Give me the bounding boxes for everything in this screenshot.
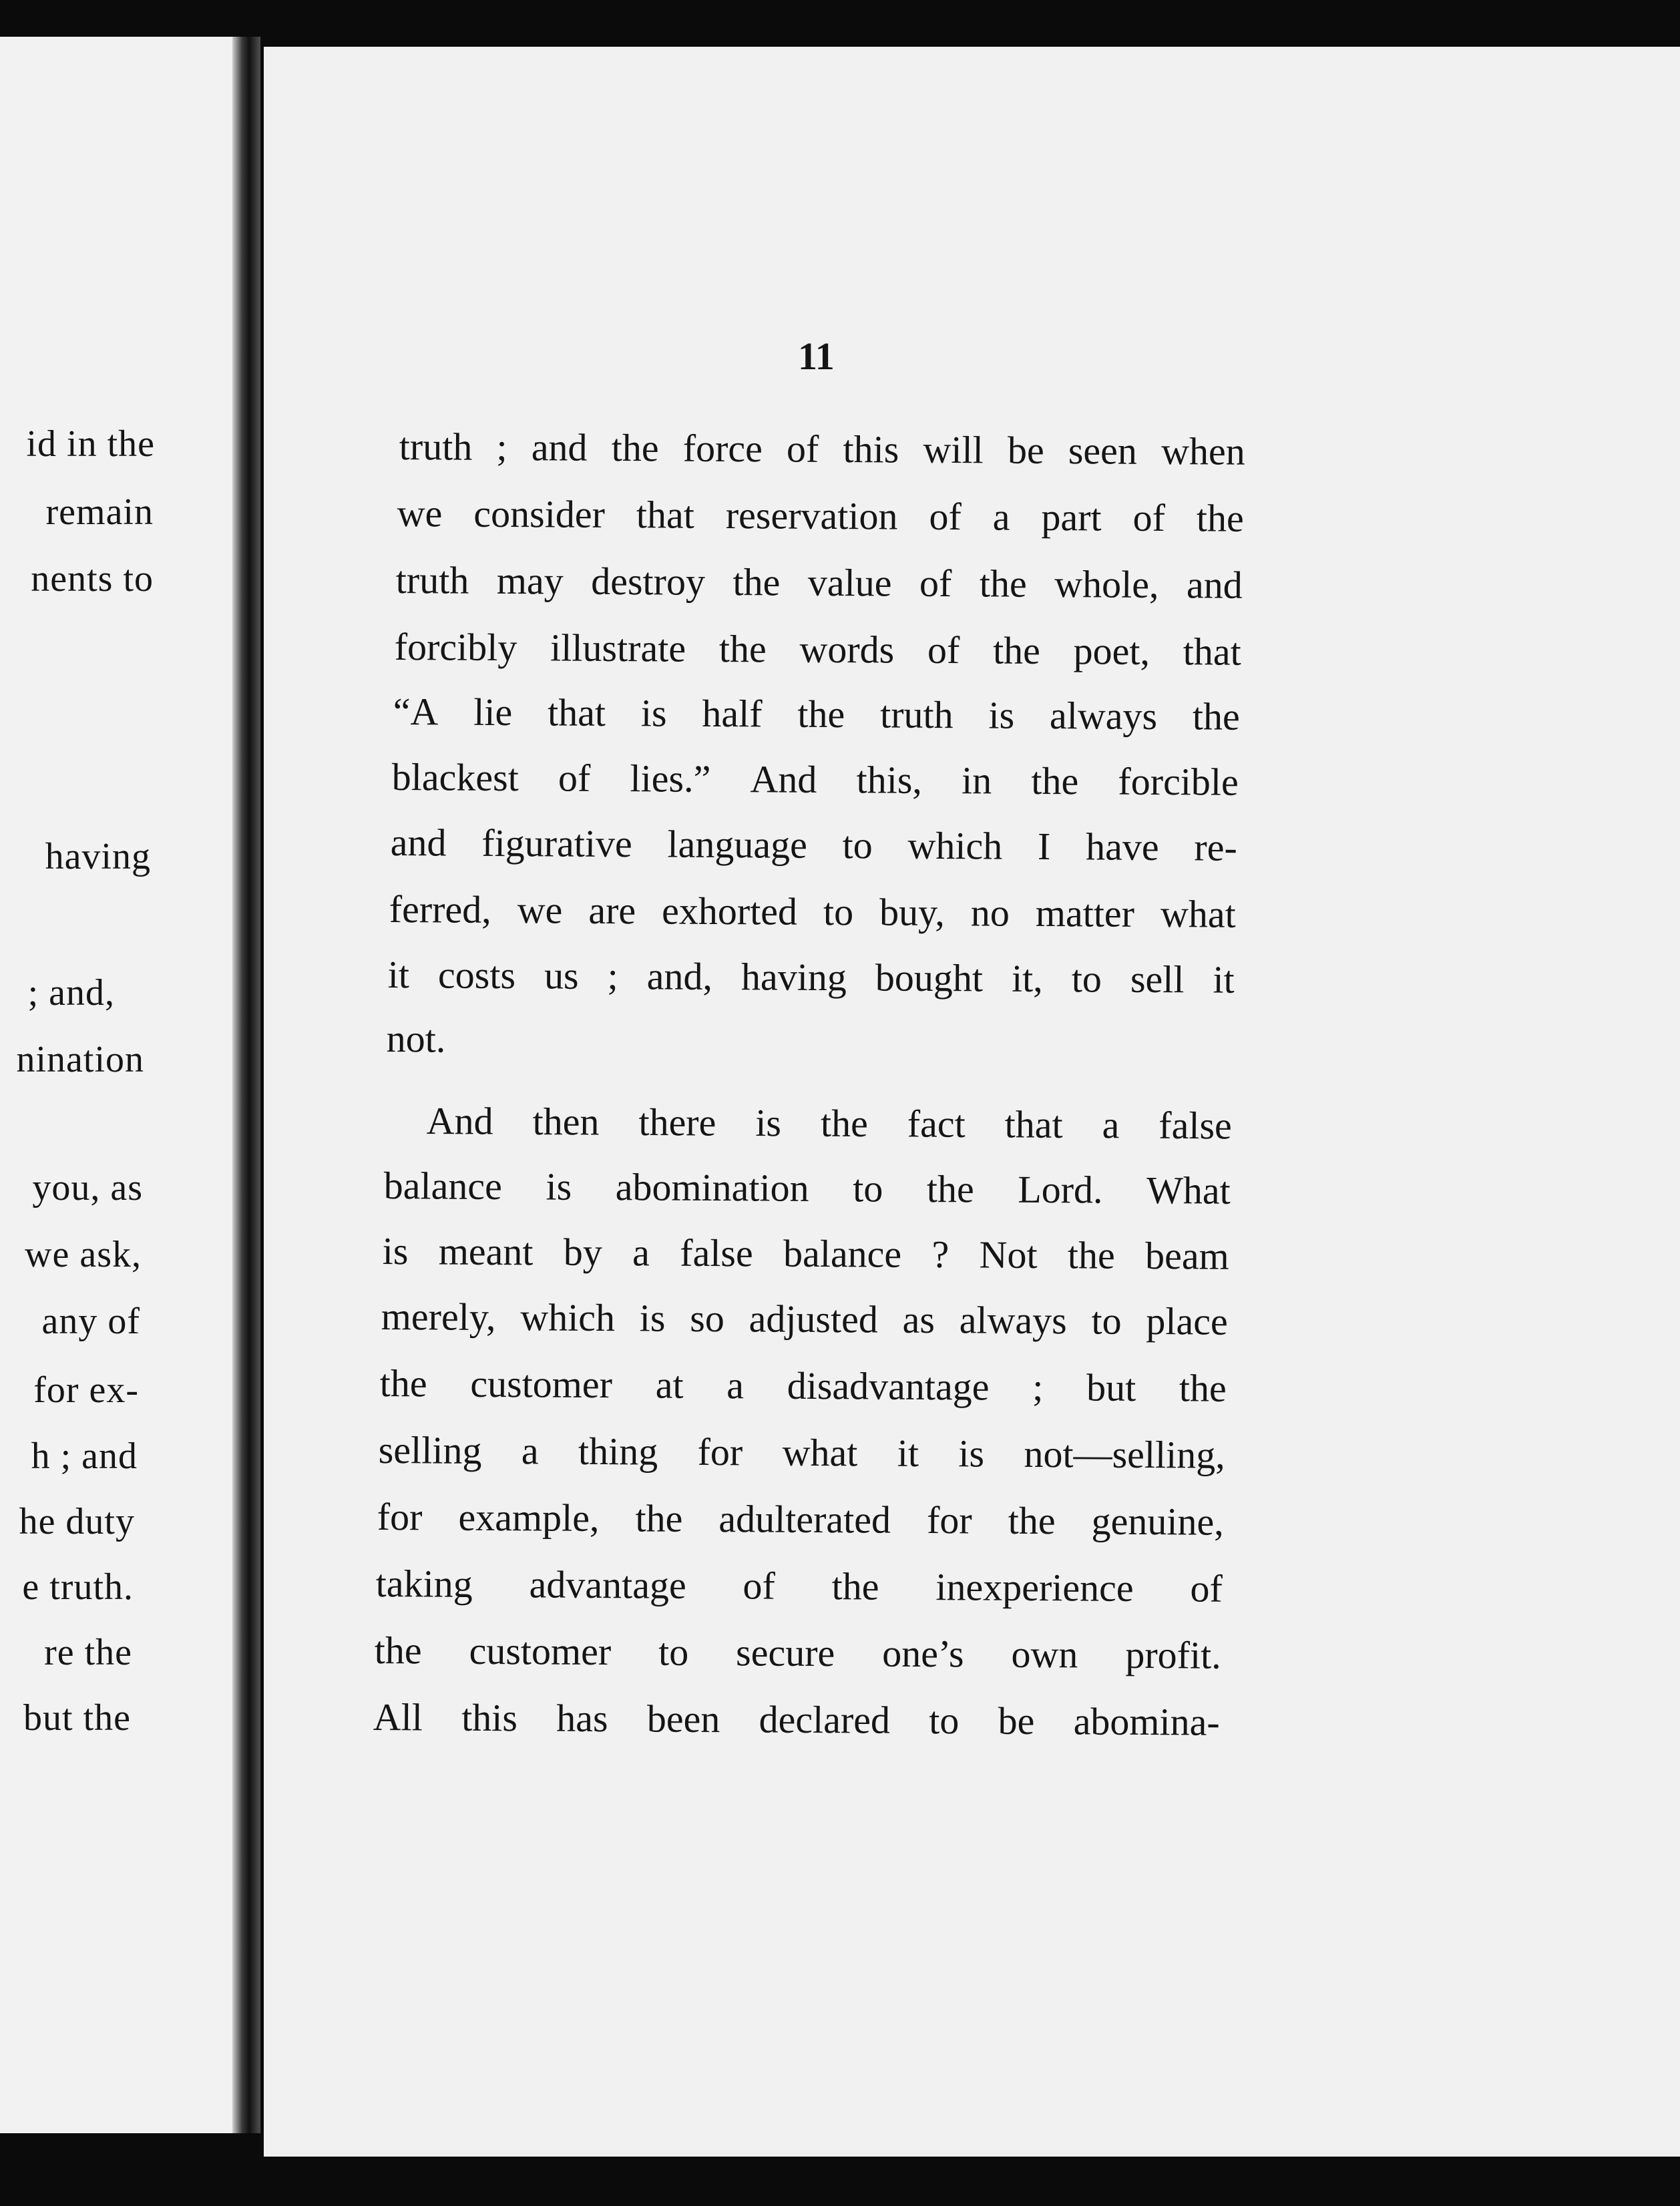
body-text-line: All this has been declared to be abomina- <box>373 1695 1220 1744</box>
body-text-line: And then there is the fact that a false <box>426 1099 1232 1148</box>
left-text-line: but the <box>23 1697 131 1739</box>
body-text-line: truth may destroy the value of the whole, and <box>395 558 1243 607</box>
body-text-line: balance is abomination to the Lord. What <box>383 1164 1231 1212</box>
body-text-line: for example, the adulterated for the genuine, <box>377 1495 1224 1544</box>
left-text-line: he duty <box>19 1501 135 1542</box>
left-text-line: id in the <box>26 423 155 465</box>
left-text-line: any of <box>41 1301 140 1342</box>
right-page <box>264 47 1680 2157</box>
left-text-line: we ask, <box>25 1234 142 1275</box>
left-text-line: you, as <box>32 1167 143 1208</box>
body-text-line: “A lie that is half the truth is always the <box>393 690 1240 738</box>
body-text-line: truth ; and the force of this will be seen when <box>399 425 1245 473</box>
left-text-line: re the <box>44 1632 132 1673</box>
body-text-line: not. <box>386 1017 446 1061</box>
page-number: 11 <box>798 335 835 378</box>
body-text-line: the customer at a disadvantage ; but the <box>379 1361 1227 1410</box>
left-text-line: remain <box>45 491 154 533</box>
page-gutter <box>232 37 260 2133</box>
left-text-line: for ex- <box>33 1369 139 1411</box>
body-text-line: the customer to secure one’s own profit. <box>374 1628 1221 1677</box>
body-text-line: it costs us ; and, having bought it, to sell it <box>387 953 1235 1002</box>
body-text-line: is meant by a false balance ? Not the beam <box>382 1229 1229 1278</box>
left-text-line: nination <box>16 1039 144 1080</box>
left-text-line: ; and, <box>27 972 115 1014</box>
left-text-line: having <box>45 836 151 877</box>
body-text-line: ferred, we are exhorted to buy, no matter what <box>389 887 1236 936</box>
body-text-line: and figurative language to which I have re- <box>390 821 1237 869</box>
left-page <box>0 37 240 2133</box>
body-text-line: we consider that reservation of a part of the <box>397 491 1244 540</box>
left-text-line: nents to <box>31 558 154 600</box>
body-text-line: taking advantage of the inexperience of <box>375 1562 1223 1610</box>
body-text-line: merely, which is so adjusted as always to place <box>381 1295 1228 1343</box>
body-text-line: forcibly illustrate the words of the poet, that <box>394 625 1241 674</box>
body-text-line: selling a thing for what it is not—selling, <box>378 1428 1225 1477</box>
body-text-line: blackest of lies.” And this, in the forcible <box>391 755 1239 804</box>
left-text-line: e truth. <box>22 1566 134 1608</box>
left-text-line: h ; and <box>31 1436 138 1477</box>
